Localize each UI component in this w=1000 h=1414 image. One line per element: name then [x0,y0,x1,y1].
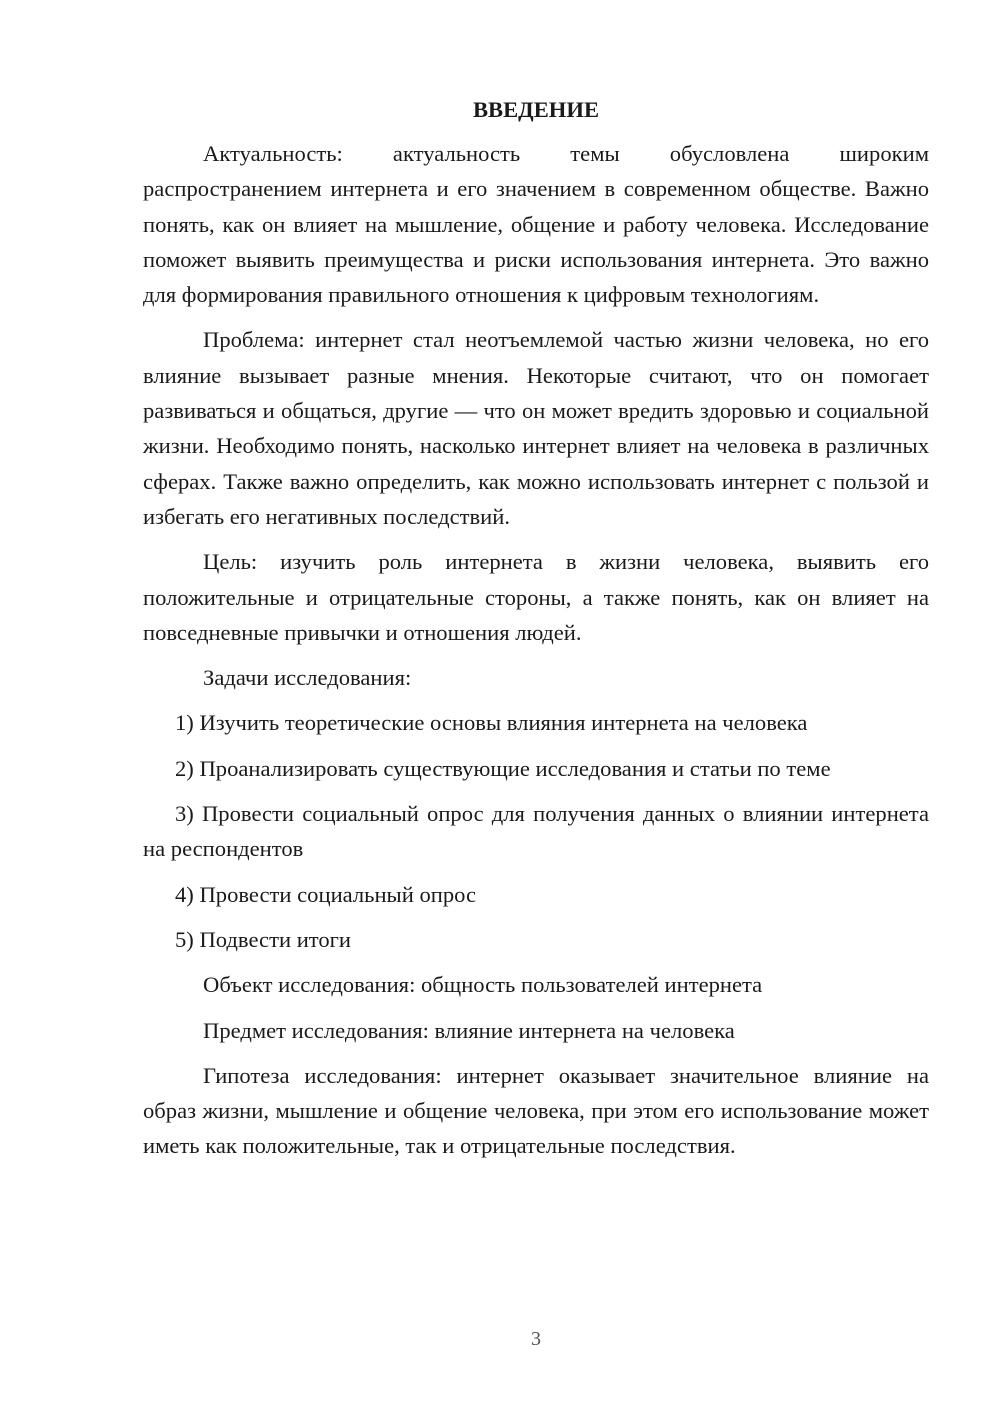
goal-paragraph: Цель: изучить роль интернета в жизни человека, выявить его положительные и отрицательные стороны, а также понять, как он влияет на повседневные привычки и отношения людей. [143,549,929,645]
problem-paragraph: Проблема: интернет стал неотъемлемой частью жизни человека, но его влияние вызывает разные мнения. Некоторые считают, что он помогает развиваться и общаться, другие — что он может вредить здоровью и социальной жизни. Необходимо понять, насколько интернет влияет на человека в различных сферах. Также важно определить, как можно использовать интернет с пользой и избегать его негативных последствий. [143,327,929,529]
task-item-5: 5) Подвести итоги [175,926,352,952]
task-item-2: 2) Проанализировать существующие исследования и статьи по теме [175,755,831,781]
page-number: 3 [531,1328,541,1350]
research-object: Объект исследования: общность пользователей интернета [203,972,763,998]
task-item-4: 4) Провести социальный опрос [175,881,477,907]
task-item-3: 3) Провести социальный опрос для получения данных о влиянии интернета на респондентов [143,801,929,862]
task-item-1: 1) Изучить теоретические основы влияния интернета на человека [175,710,808,736]
section-title: ВВЕДЕНИЕ [472,97,600,122]
relevance-paragraph: Актуальность: актуальность темы обусловлена широким распространением интернета и его значением в современном обществе. Важно понять, как он влияет на мышление, общение и работу человека. Исследование поможет выявить преимущества и риски использования интернета. Это важно для формирования правильного отношения к цифровым технологиям. [143,141,929,308]
page-content [143,92,929,1174]
research-subject: Предмет исследования: влияние интернета на человека [203,1017,735,1043]
tasks-heading: Задачи исследования: [203,665,412,691]
hypothesis-paragraph: Гипотеза исследования: интернет оказывает значительное влияние на образ жизни, мышление и общение человека, при этом его использование может иметь как положительные, так и отрицательные последствия. [143,1062,929,1159]
